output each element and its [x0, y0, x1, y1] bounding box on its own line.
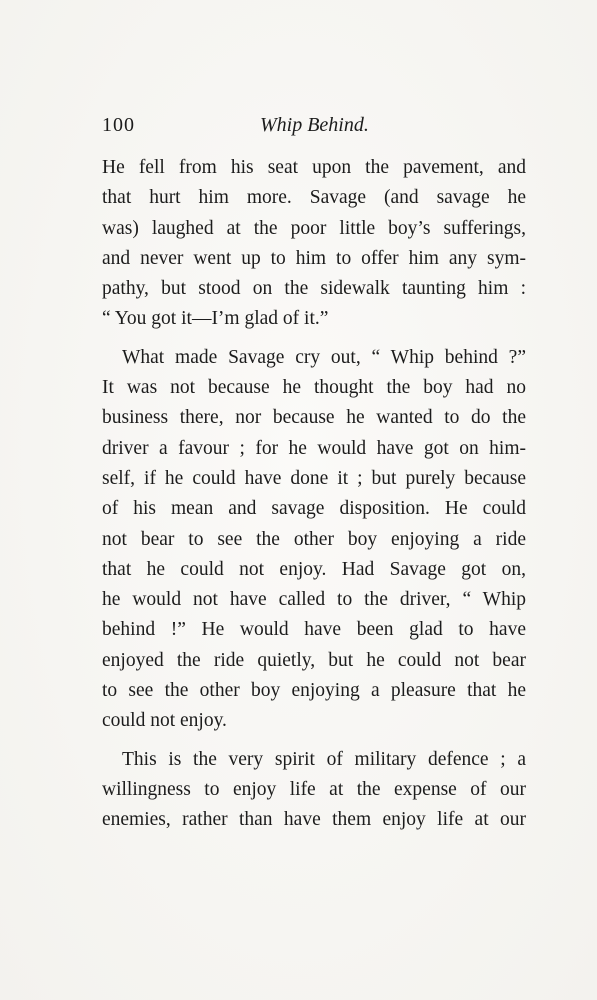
text-line: driver a favour ; for he would have got on him-: [102, 437, 526, 459]
body-text: [102, 153, 526, 836]
page-header: [102, 114, 498, 144]
text-line: business there, nor because he wanted to do the: [102, 407, 526, 429]
running-title: Whip Behind.: [260, 114, 369, 136]
page-number: 100: [102, 114, 135, 136]
text-line: not bear to see the other boy enjoying a ride: [102, 528, 526, 550]
text-line: willingness to enjoy life at the expense of our: [102, 778, 526, 800]
text-line: enjoyed the ride quietly, but he could not bear: [102, 649, 526, 671]
text-line: and never went up to him to offer him any sym-: [102, 247, 526, 269]
paragraph-1: [102, 153, 526, 335]
text-line: he would not have called to the driver, “ Whip: [102, 589, 526, 611]
text-line: What made Savage cry out, “ Whip behind ?”: [122, 346, 526, 368]
text-line: This is the very spirit of military defence ; a: [122, 748, 526, 770]
text-line: was) laughed at the poor little boy’s sufferings,: [102, 217, 526, 239]
text-line: It was not because he thought the boy had no: [102, 377, 526, 399]
text-line: enemies, rather than have them enjoy life at our: [102, 809, 526, 831]
text-line: could not enjoy.: [102, 710, 227, 732]
text-line: self, if he could have done it ; but purely because: [102, 467, 526, 489]
paragraph-2: [102, 343, 526, 737]
text-line: to see the other boy enjoying a pleasure that he: [102, 680, 526, 702]
text-line: of his mean and savage disposition. He could: [102, 498, 526, 520]
text-line: that he could not enjoy. Had Savage got on,: [102, 558, 526, 580]
text-line: pathy, but stood on the sidewalk taunting him :: [102, 278, 526, 300]
text-line: “ You got it—I’m glad of it.”: [102, 308, 329, 330]
text-line: that hurt him more. Savage (and savage he: [102, 187, 526, 209]
paragraph-3: [102, 745, 526, 836]
text-line: behind !” He would have been glad to have: [102, 619, 526, 641]
text-line: He fell from his seat upon the pavement, and: [102, 157, 526, 178]
